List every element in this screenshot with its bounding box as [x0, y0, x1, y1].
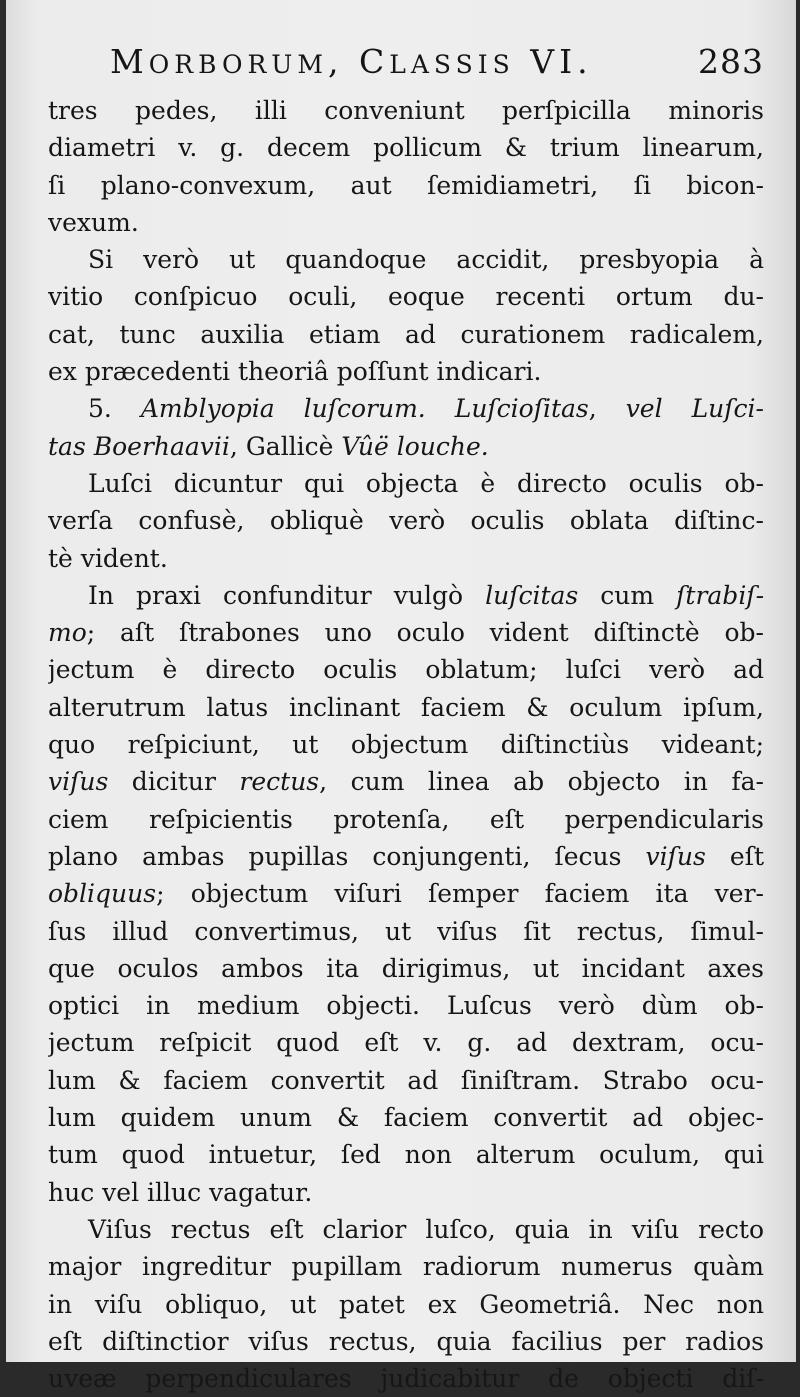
text-line: lum & faciem convertit ad ſiniſtram. Strabo ocu- [48, 1065, 764, 1095]
text-line: jectum è directo oculis oblatum; luſci verò ad [48, 655, 764, 685]
text-line: major ingreditur pupillam radiorum numerus quàm [48, 1252, 764, 1282]
page-number: 283 [698, 42, 764, 81]
text-line: Viſus rectus eſt clarior luſco, quia in viſu recto [88, 1214, 764, 1244]
running-title: MORBORUM, CLASSIS VI. [110, 42, 593, 81]
text-line: cat, tunc auxilia etiam ad curationem radicalem, [48, 319, 764, 349]
text-line: alterutrum latus inclinant faciem & oculum ipſum, [48, 692, 764, 722]
text-line: plano ambas pupillas conjungenti, ſecus viſus eſt [48, 841, 764, 871]
text-line: vitio conſpicuo oculi, eoque recenti ortum du- [48, 282, 764, 312]
text-line: ſus illud convertimus, ut viſus ſit rectus, ſimul- [48, 916, 764, 946]
text-line: verſa confusè, obliquè verò oculis oblata diſtinc- [48, 506, 764, 536]
section-heading-line: 5. Amblyopia luſcorum. Luſcioſitas, vel Luſci- [88, 394, 764, 424]
section-heading-line: tas Boerhaavii, Gallicè Vûë louche. [48, 431, 489, 461]
text-line: jectum reſpicit quod eſt v. g. ad dextram, ocu- [48, 1028, 764, 1058]
text-line: diametri v. g. decem pollicum & trium linearum, [48, 133, 764, 163]
text-line: Si verò ut quandoque accidit, presbyopia à [88, 245, 764, 275]
text-line: tum quod intuetur, ſed non alterum oculum, qui [48, 1140, 764, 1170]
text-line: quo reſpiciunt, ut objectum diſtinctiùs videant; [48, 730, 764, 760]
text-line: viſus dicitur rectus, cum linea ab objecto in fa- [48, 767, 764, 797]
text-line: in viſu obliquo, ut patet ex Geometriâ. Nec non [48, 1289, 764, 1319]
book-page [6, 0, 796, 1394]
text-line: ſi plano-convexum, aut ſemidiametri, ſi bicon- [48, 170, 764, 200]
text-line: lum quidem unum & faciem convertit ad objec- [48, 1103, 764, 1133]
text-line: eſt diſtinctior viſus rectus, quia facilius per radios [48, 1326, 764, 1356]
text-line: optici in medium objecti. Luſcus verò dùm ob- [48, 991, 764, 1021]
text-line: huc vel illuc vagatur. [48, 1177, 313, 1207]
text-line: vexum. [48, 207, 139, 237]
text-line: tè vident. [48, 543, 168, 573]
text-line: Luſci dicuntur qui objecta è directo oculis ob- [88, 468, 764, 498]
text-line: In praxi confunditur vulgò luſcitas cum ſtrabiſ- [88, 580, 764, 610]
text-line: uveæ perpendiculares judicabitur de objecti diſ- [48, 1364, 764, 1394]
running-header [110, 42, 770, 98]
body-text [48, 92, 764, 1397]
text-line: que oculos ambos ita dirigimus, ut incidant axes [48, 953, 764, 983]
text-line: tres pedes, illi conveniunt perſpicilla minoris [48, 96, 764, 125]
text-line: ciem reſpicientis protenſa, eſt perpendicularis [48, 804, 764, 834]
text-line: mo; aſt ſtrabones uno oculo vident diſtinctè ob- [48, 618, 764, 648]
text-line: ex præcedenti theoriâ poſſunt indicari. [48, 357, 542, 387]
text-line: obliquus; objectum viſuri ſemper faciem ita ver- [48, 879, 764, 909]
